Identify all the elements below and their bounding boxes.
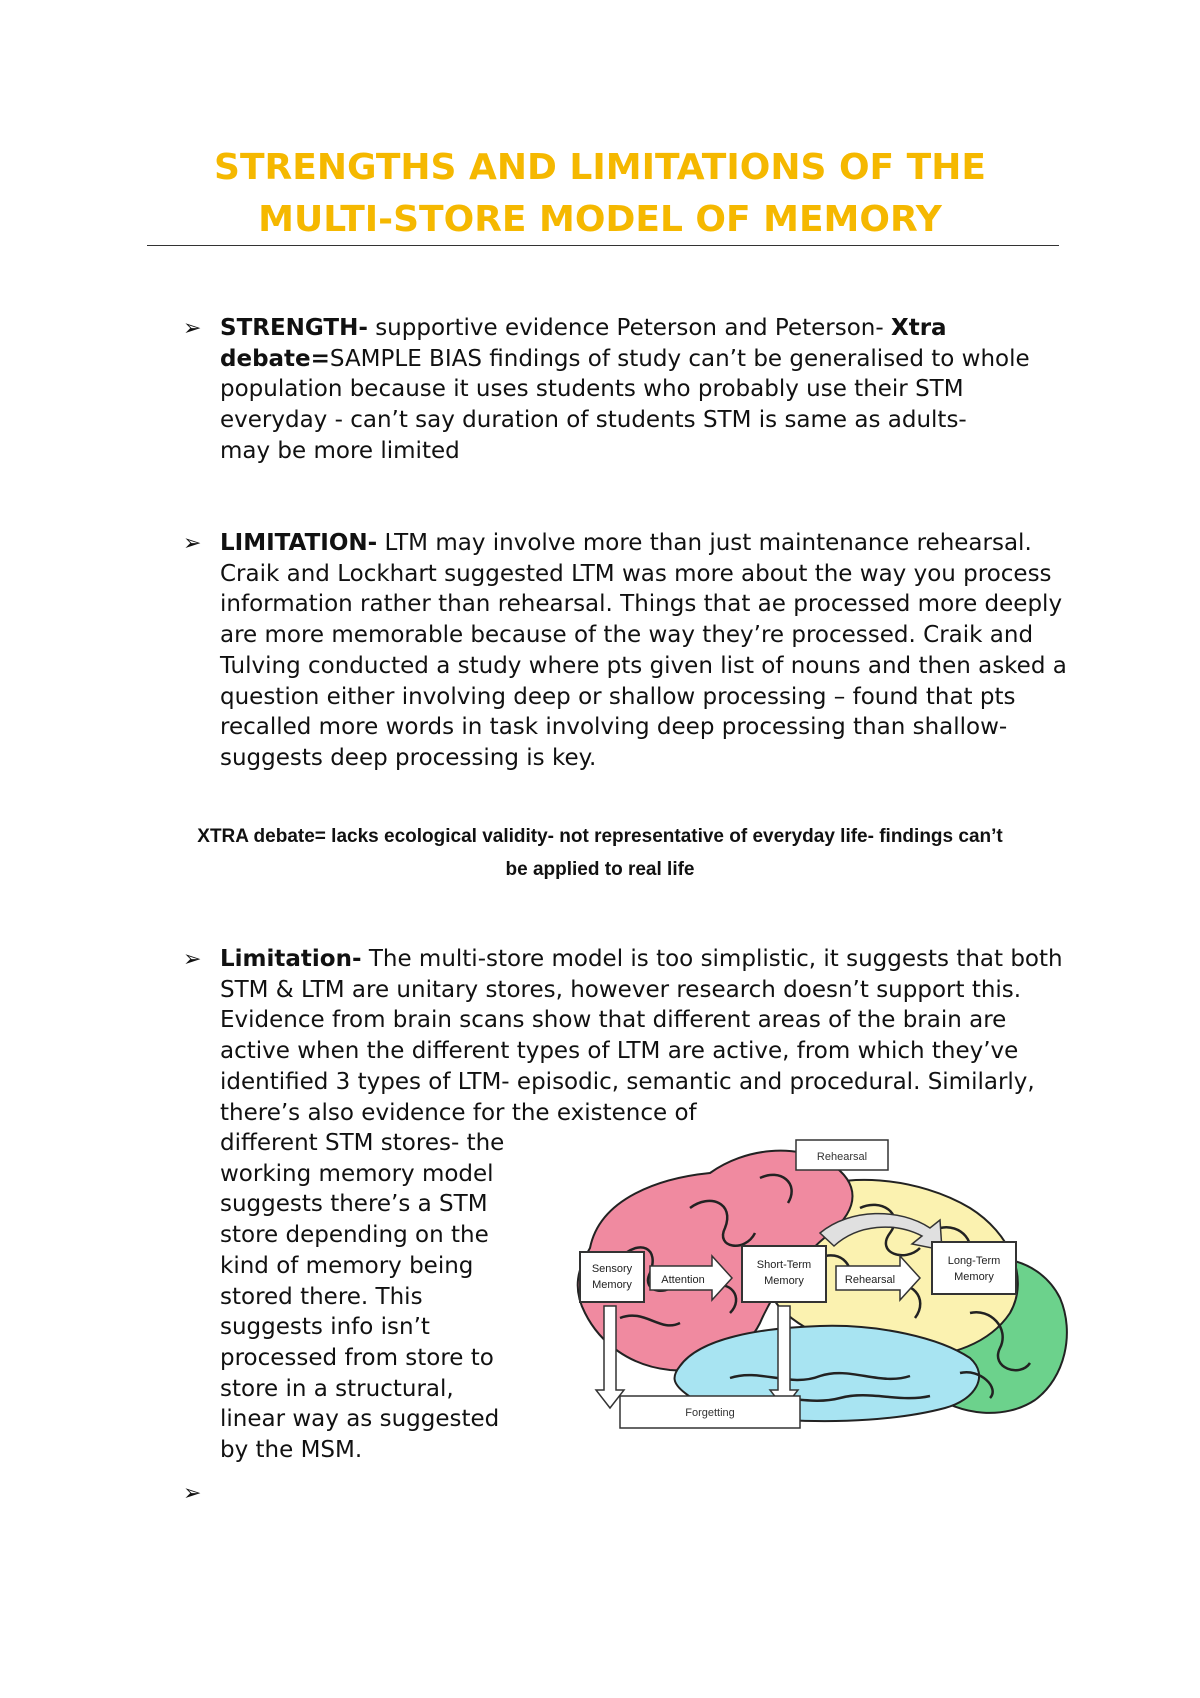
strength-text-b: SAMPLE BIAS findings of study can’t be generalised to whole population because it uses students who probably use their STM everyday - can’t say duration of students STM is same as adults-: [220, 345, 1030, 434]
long-term-memory-label-1: Long-Term: [947, 1255, 1001, 1267]
strength-paragraph: [220, 313, 1075, 467]
strength-label: STRENGTH-: [220, 315, 368, 341]
long-term-memory-label-2: Memory: [954, 1271, 994, 1283]
xtra-debate-line-2: be applied to real life: [505, 859, 695, 880]
sensory-memory-label-2: Memory: [592, 1279, 632, 1291]
rehearsal-top-label: Rehearsal: [816, 1151, 868, 1163]
limitation-label-1: LIMITATION-: [220, 530, 378, 556]
bullet-arrow-icon: ➢: [183, 316, 202, 341]
rehearsal-mid-label: Rehearsal: [844, 1274, 896, 1286]
brain-memory-diagram: [560, 1138, 1080, 1438]
limitation-paragraph-2-continued: [220, 1128, 520, 1466]
strength-text-a: supportive evidence Peterson and Peterson-: [367, 315, 891, 341]
bullet-arrow-icon: ➢: [183, 531, 202, 556]
xtra-debate-line-1: XTRA debate= lacks ecological validity- not representative of everyday life- findings can’t: [197, 826, 1003, 847]
strength-text-c: may be more limited: [220, 437, 460, 464]
short-term-memory-label-2: Memory: [764, 1275, 804, 1287]
title-line-1: STRENGTHS AND LIMITATIONS OF THE: [214, 147, 986, 188]
title-underline: [147, 245, 1059, 246]
limitation-text-1: LTM may involve more than just maintenance rehearsal. Craik and Lockhart suggested LTM was more about the way you process information rather than rehearsal. Things that ae processed more deeply are more memorable because of the way they’re processed. Craik and Tulving conducted a study where pts given list of nouns and then asked a question either involving deep or shallow processing – found that pts recalled more words in task involving deep processing than shallow- suggests deep processing is key.: [220, 530, 1067, 771]
short-term-memory-box: [742, 1246, 826, 1302]
page-title: [120, 142, 1080, 246]
long-term-memory-box: [932, 1242, 1016, 1294]
limitation-label-2: Limitation-: [220, 946, 362, 972]
bullet-arrow-icon: ➢: [183, 1481, 202, 1506]
title-line-2: MULTI-STORE MODEL OF MEMORY: [258, 199, 942, 240]
limitation-paragraph-1: [220, 528, 1075, 774]
xtra-debate-note: [120, 820, 1080, 886]
sensory-memory-box: [580, 1252, 644, 1302]
forgetting-label: Forgetting: [685, 1407, 735, 1419]
limitation-text-2-wide: The multi-store model is too simplistic, it suggests that both STM & LTM are unitary stores, however research doesn’t support this. Evidence from brain scans show that different areas of the brain are active when the different types of LTM are active, from which they’ve identified 3 types of LTM- episodic, semantic and procedural. Similarly, there’s also evidence for the existence of: [220, 946, 1063, 1126]
bullet-arrow-icon: ➢: [183, 947, 202, 972]
attention-label: Attention: [661, 1274, 705, 1286]
limitation-paragraph-2: [220, 944, 1075, 1128]
xtra-debate-label: Xtra debate=: [220, 315, 947, 372]
sensory-memory-label-1: Sensory: [591, 1263, 633, 1275]
short-term-memory-label-1: Short-Term: [756, 1259, 812, 1271]
limitation-text-2-narrow: different STM stores- the working memory model suggests there’s a STM store depending on the kind of memory being stored there. This suggests info isn’t processed from store to store in a structural, linear way as suggested by the MSM.: [220, 1130, 505, 1464]
